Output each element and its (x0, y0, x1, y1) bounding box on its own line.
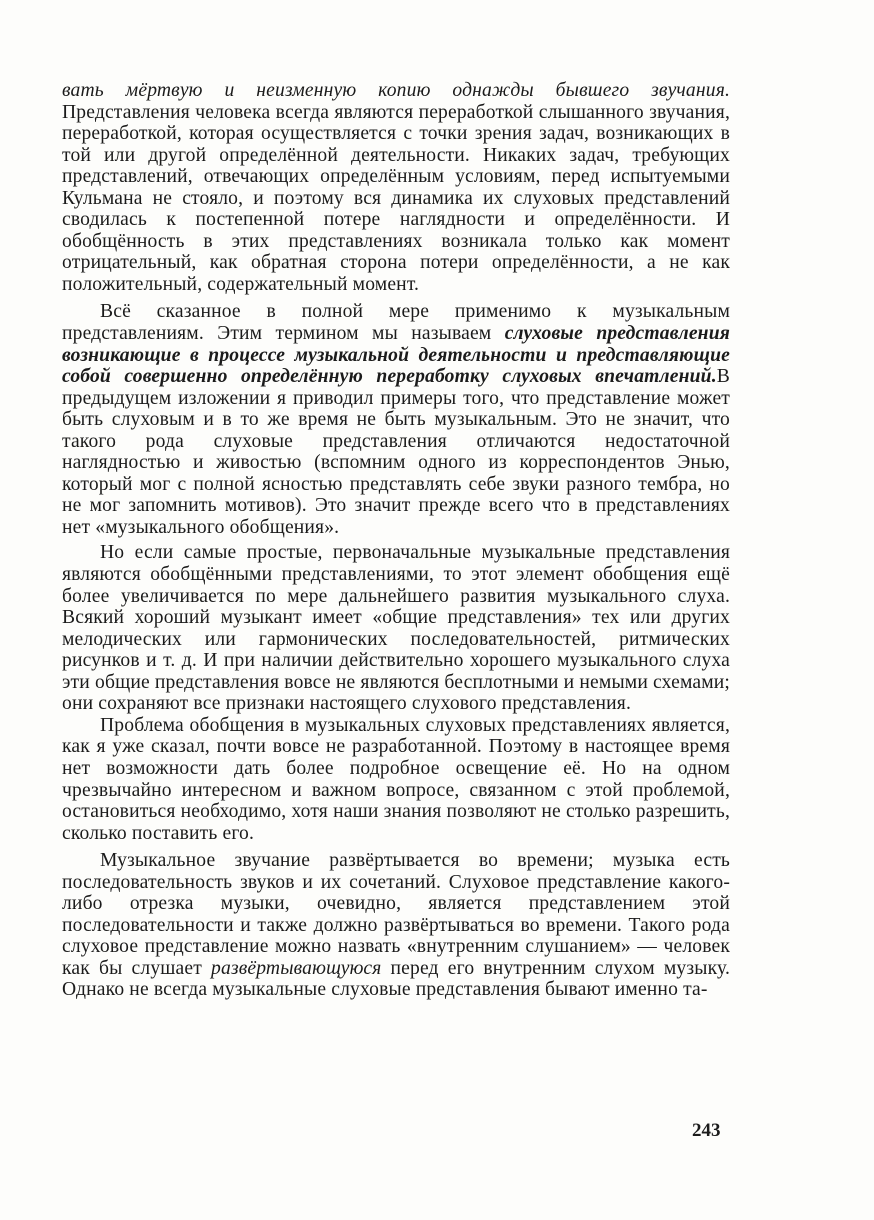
paragraph-5-lead: Музыкальное звучание развёртывается во времени; музыка есть последовательность звуков и их сочетаний. Слуховое представление какого-либо отрезка музыки, очевидно, является представлением этой последовательности и также должно развёртываться во времени. Такого рода слуховое представление можно назвать «внутренним слушанием» — человек как бы слушает (62, 850, 730, 979)
paragraph-2-lead: Всё сказанное в полной мере применимо к музыкальным представлениям. Этим термином мы называем (62, 301, 730, 345)
paragraph-5 (62, 850, 730, 1001)
paragraph-5-italic: развёртывающуюся (211, 957, 382, 979)
paragraph-2-text: В предыдущем изложении я приводил примеры того, что представление может быть слуховым и в то же время не быть музыкальным. Это не значит, что такого рода слуховые представления отличаются недостаточной наглядностью и живостью (вспомним одного из корреспондентов Энью, который мог с полной ясностью представлять себе звуки разного тембра, но не мог запомнить мотивов). Это значит прежде всего что в представлениях нет «музыкального обобщения». (62, 366, 730, 538)
paragraph-1-text: Представления человека всегда являются переработкой слышанного звучания, переработкой, которая осуществляется с точки зрения задач, возникающих в той или другой определённой деятельности. Никаких задач, требующих представлений, отвечающих определённым условиям, перед испытуемыми Кульмана не стояло, и поэтому вся динамика их слуховых представлений сводилась к постепенной потере наглядности и определённости. И обобщённость в этих представлениях возникала только как момент отрицательный, как обратная сторона потери определённости, а не как положительный, содержательный момент. (62, 101, 730, 295)
paragraph-1-italic-lead: вать мёртвую и неизменную копию однажды бывшего звучания. (62, 80, 730, 101)
page-number: 243 (692, 1120, 721, 1141)
paragraph-3 (62, 542, 730, 714)
paragraph-4-text: Проблема обобщения в музыкальных слуховых представлениях является, как я уже сказал, почти вовсе не разработанной. Поэтому в настоящее время нет возможности дать более подробное освещение её. Но на одном чрезвычайно интересном и важном вопросе, связанном с этой проблемой, остановиться необходимо, хотя наши знания позволяют не столько разрешить, сколько поставить его. (62, 714, 730, 844)
paragraph-2-definition: слуховые представления возникающие в процессе музыкальной деятельности и представляющие собой совершенно определённую переработку слуховых впечатлений. (62, 323, 730, 388)
paragraph-4 (62, 715, 730, 844)
body-text (62, 80, 730, 1001)
paragraph-2 (62, 301, 730, 538)
paragraph-3-text: Но если самые простые, первоначальные музыкальные представления являются обобщёнными представлениями, то этот элемент обобщения ещё более увеличивается по мере дальнейшего развития музыкального слуха. Всякий хороший музыкант имеет «общие представления» тех или других мелодических или гармонических последовательностей, ритмических рисунков и т. д. И при наличии действительно хорошего музыкального слуха эти общие представления вовсе не являются бесплотными и немыми схемами; они сохраняют все признаки настоящего слухового представления. (62, 542, 730, 715)
paragraph-5-text: перед его внутренним слухом музыку. Однако не всегда музыкальные слуховые представления бывают именно та- (62, 957, 730, 1001)
paragraph-1 (62, 80, 730, 295)
